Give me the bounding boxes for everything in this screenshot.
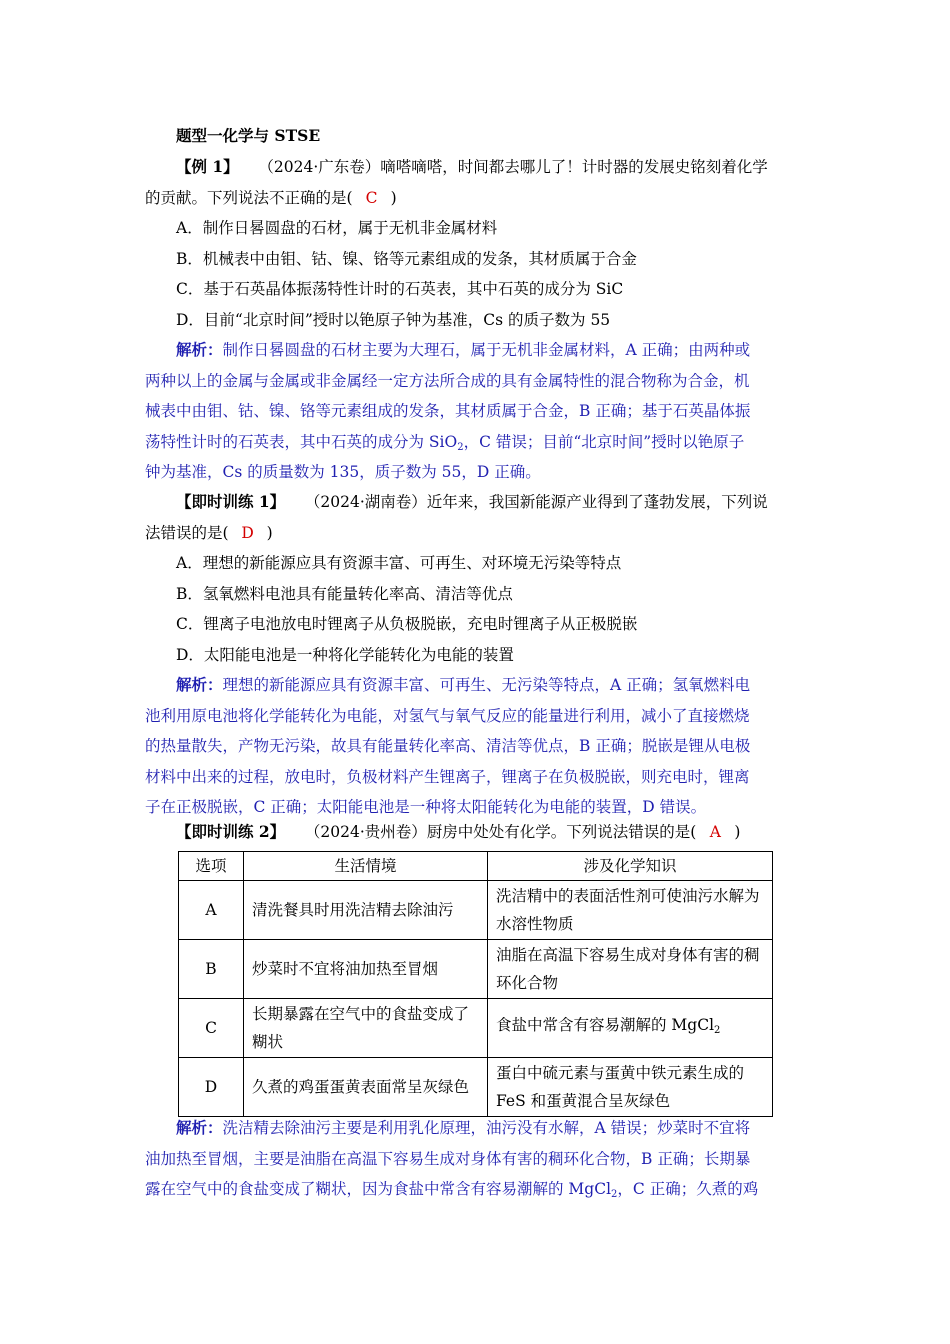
example1-block bbox=[145, 152, 810, 488]
example1-paren: ) bbox=[390, 188, 397, 207]
knowledge-table bbox=[178, 851, 773, 1117]
training2-analysis-block bbox=[145, 1113, 810, 1205]
training1-analysis-label: 解析： bbox=[176, 675, 223, 694]
example1-stem-line1 bbox=[145, 152, 810, 183]
training1-option-c: C．锂离子电池放电时锂离子从负极脱嵌，充电时锂离子从正极脱嵌 bbox=[176, 615, 638, 633]
example1-analysis-line5: 钟为基准，Cs 的质量数为 135，质子数为 55，D 正确。 bbox=[145, 463, 541, 481]
example1-analysis-text1: 制作日晷圆盘的石材主要为大理石，属于无机非金属材料，A 正确；由两种或 bbox=[222, 341, 751, 359]
training1-stem-text: 近年来，我国新能源产业得到了蓬勃发展，下列说 bbox=[426, 493, 768, 511]
example1-option-d: D．目前“北京时间”授时以铯原子钟为基准，Cs 的质子数为 55 bbox=[176, 310, 611, 329]
sio2-subscript: 2 bbox=[457, 441, 464, 453]
table-cell-situation: 长期暴露在空气中的食盐变成了糊状 bbox=[244, 999, 488, 1058]
table-cell-option: C bbox=[179, 999, 244, 1058]
example1-analysis-text4b: ，C 错误；目前“北京时间”授时以铯原子 bbox=[463, 432, 745, 451]
training2-analysis-line2: 油加热至冒烟，主要是油脂在高温下容易生成对身体有害的稠环化合物，B 正确；长期暴 bbox=[145, 1149, 751, 1168]
training1-block bbox=[145, 487, 810, 823]
table-cell-knowledge bbox=[488, 999, 773, 1058]
training1-tag: 【即时训练 1】 bbox=[176, 492, 286, 511]
training1-stem-text2: 法错误的是( bbox=[145, 523, 229, 542]
training1-option-a: A．理想的新能源应具有资源丰富、可再生、对环境无污染等特点 bbox=[176, 554, 622, 572]
example1-stem-text: 嘀嗒嘀嗒，时间都去哪儿了！计时器的发展史铭刻着化学 bbox=[380, 158, 768, 176]
training1-answer: D bbox=[241, 523, 254, 542]
example1-option-b: B．机械表中由钼、钴、镍、铬等元素组成的发条，其材质属于合金 bbox=[176, 249, 637, 268]
training1-analysis-line1 bbox=[145, 670, 810, 701]
training2-analysis-label: 解析： bbox=[176, 1118, 223, 1137]
training2-analysis-text1: 洗洁精去除油污主要是利用乳化原理，油污没有水解，A 错误；炒菜时不宜将 bbox=[222, 1119, 751, 1137]
table-cell-knowledge: 油脂在高温下容易生成对身体有害的稠环化合物 bbox=[488, 940, 773, 999]
training1-paren: ) bbox=[266, 523, 273, 542]
table-header-row bbox=[179, 852, 773, 881]
example1-answer: C bbox=[365, 188, 378, 207]
table-header-situation: 生活情境 bbox=[244, 852, 488, 881]
training2-analysis-text3: 露在空气中的食盐变成了糊状，因为食盐中常含有容易潮解的 MgCl bbox=[145, 1180, 612, 1198]
training1-source: （2024·湖南卷） bbox=[304, 493, 427, 511]
table-row bbox=[179, 1058, 773, 1117]
example1-tag: 【例 1】 bbox=[176, 157, 239, 176]
section-title: 题型一化学与 STSE bbox=[176, 126, 321, 145]
training2-stem-text: 厨房中处处有化学。下列说法错误的是( bbox=[426, 823, 697, 841]
training1-option-b: B．氢氧燃料电池具有能量转化率高、清洁等优点 bbox=[176, 584, 513, 603]
training1-analysis-line3: 的热量散失，产物无污染，故具有能量转化率高、清洁等优点，B 正确；脱嵌是锂从电极 bbox=[145, 737, 751, 755]
mgcl2-text: 食盐中常含有容易潮解的 MgCl bbox=[496, 1016, 715, 1034]
training2-tag: 【即时训练 2】 bbox=[176, 822, 286, 841]
training2-analysis-line1 bbox=[145, 1113, 810, 1144]
training1-analysis-line5: 子在正极脱嵌，C 正确；太阳能电池是一种将太阳能转化为电能的装置，D 错误。 bbox=[145, 798, 707, 816]
table-cell-situation: 久煮的鸡蛋蛋黄表面常呈灰绿色 bbox=[244, 1058, 488, 1117]
training2-stem bbox=[145, 817, 810, 848]
training2-analysis-text3b: ，C 正确；久煮的鸡 bbox=[617, 1180, 759, 1198]
training1-analysis-line4: 材料中出来的过程，放电时，负极材料产生锂离子，锂离子在负极脱嵌，则充电时，锂离 bbox=[145, 767, 750, 786]
training2-paren: ) bbox=[734, 823, 741, 841]
table-header-knowledge: 涉及化学知识 bbox=[488, 852, 773, 881]
example1-option-a: A．制作日晷圆盘的石材，属于无机非金属材料 bbox=[176, 219, 498, 237]
example1-analysis-line2: 两种以上的金属与金属或非金属经一定方法所合成的具有金属特性的混合物称为合金，机 bbox=[145, 371, 750, 390]
table-header-option: 选项 bbox=[179, 852, 244, 881]
table-cell-option: B bbox=[179, 940, 244, 999]
example1-analysis-label: 解析： bbox=[176, 340, 223, 359]
table-cell-option: A bbox=[179, 881, 244, 940]
example1-source: （2024·广东卷） bbox=[258, 158, 381, 176]
example1-analysis-line3: 械表中由钼、钴、镍、铬等元素组成的发条，其材质属于合金，B 正确；基于石英晶体振 bbox=[145, 402, 751, 420]
example1-option-c: C．基于石英晶体振荡特性计时的石英表，其中石英的成分为 SiC bbox=[176, 280, 624, 298]
table-row bbox=[179, 881, 773, 940]
example1-stem-text2: 的贡献。下列说法不正确的是( bbox=[145, 188, 353, 207]
training1-analysis-line2: 池利用原电池将化学能转化为电能，对氢气与氧气反应的能量进行利用，减小了直接燃烧 bbox=[145, 706, 750, 725]
training1-stem-line1 bbox=[145, 487, 810, 518]
example1-analysis-line4 bbox=[145, 427, 810, 458]
table-cell-situation: 清洗餐具时用洗洁精去除油污 bbox=[244, 881, 488, 940]
mgcl2-subscript: 2 bbox=[714, 1025, 721, 1036]
table-cell-knowledge: 洗洁精中的表面活性剂可使油污水解为水溶性物质 bbox=[488, 881, 773, 940]
training2-source: （2024·贵州卷） bbox=[304, 823, 427, 841]
example1-analysis-line1 bbox=[145, 335, 810, 366]
example1-stem-line2 bbox=[145, 183, 810, 214]
training2-analysis-line3 bbox=[145, 1174, 810, 1205]
mgcl2-analysis-subscript: 2 bbox=[611, 1189, 618, 1200]
training1-stem-line2 bbox=[145, 518, 810, 549]
table-cell-situation: 炒菜时不宜将油加热至冒烟 bbox=[244, 940, 488, 999]
example1-analysis-text4: 荡特性计时的石英表，其中石英的成分为 SiO bbox=[145, 432, 458, 451]
training1-analysis-text1: 理想的新能源应具有资源丰富、可再生、无污染等特点，A 正确；氢氧燃料电 bbox=[222, 676, 751, 694]
table-cell-option: D bbox=[179, 1058, 244, 1117]
section-title-block bbox=[145, 121, 810, 152]
table-row bbox=[179, 999, 773, 1058]
table-row bbox=[179, 940, 773, 999]
table-cell-knowledge: 蛋白中硫元素与蛋黄中铁元素生成的 FeS 和蛋黄混合呈灰绿色 bbox=[488, 1058, 773, 1117]
training2-answer: A bbox=[709, 823, 721, 841]
training2-block bbox=[145, 817, 810, 848]
training1-option-d: D．太阳能电池是一种将化学能转化为电能的装置 bbox=[176, 645, 514, 664]
